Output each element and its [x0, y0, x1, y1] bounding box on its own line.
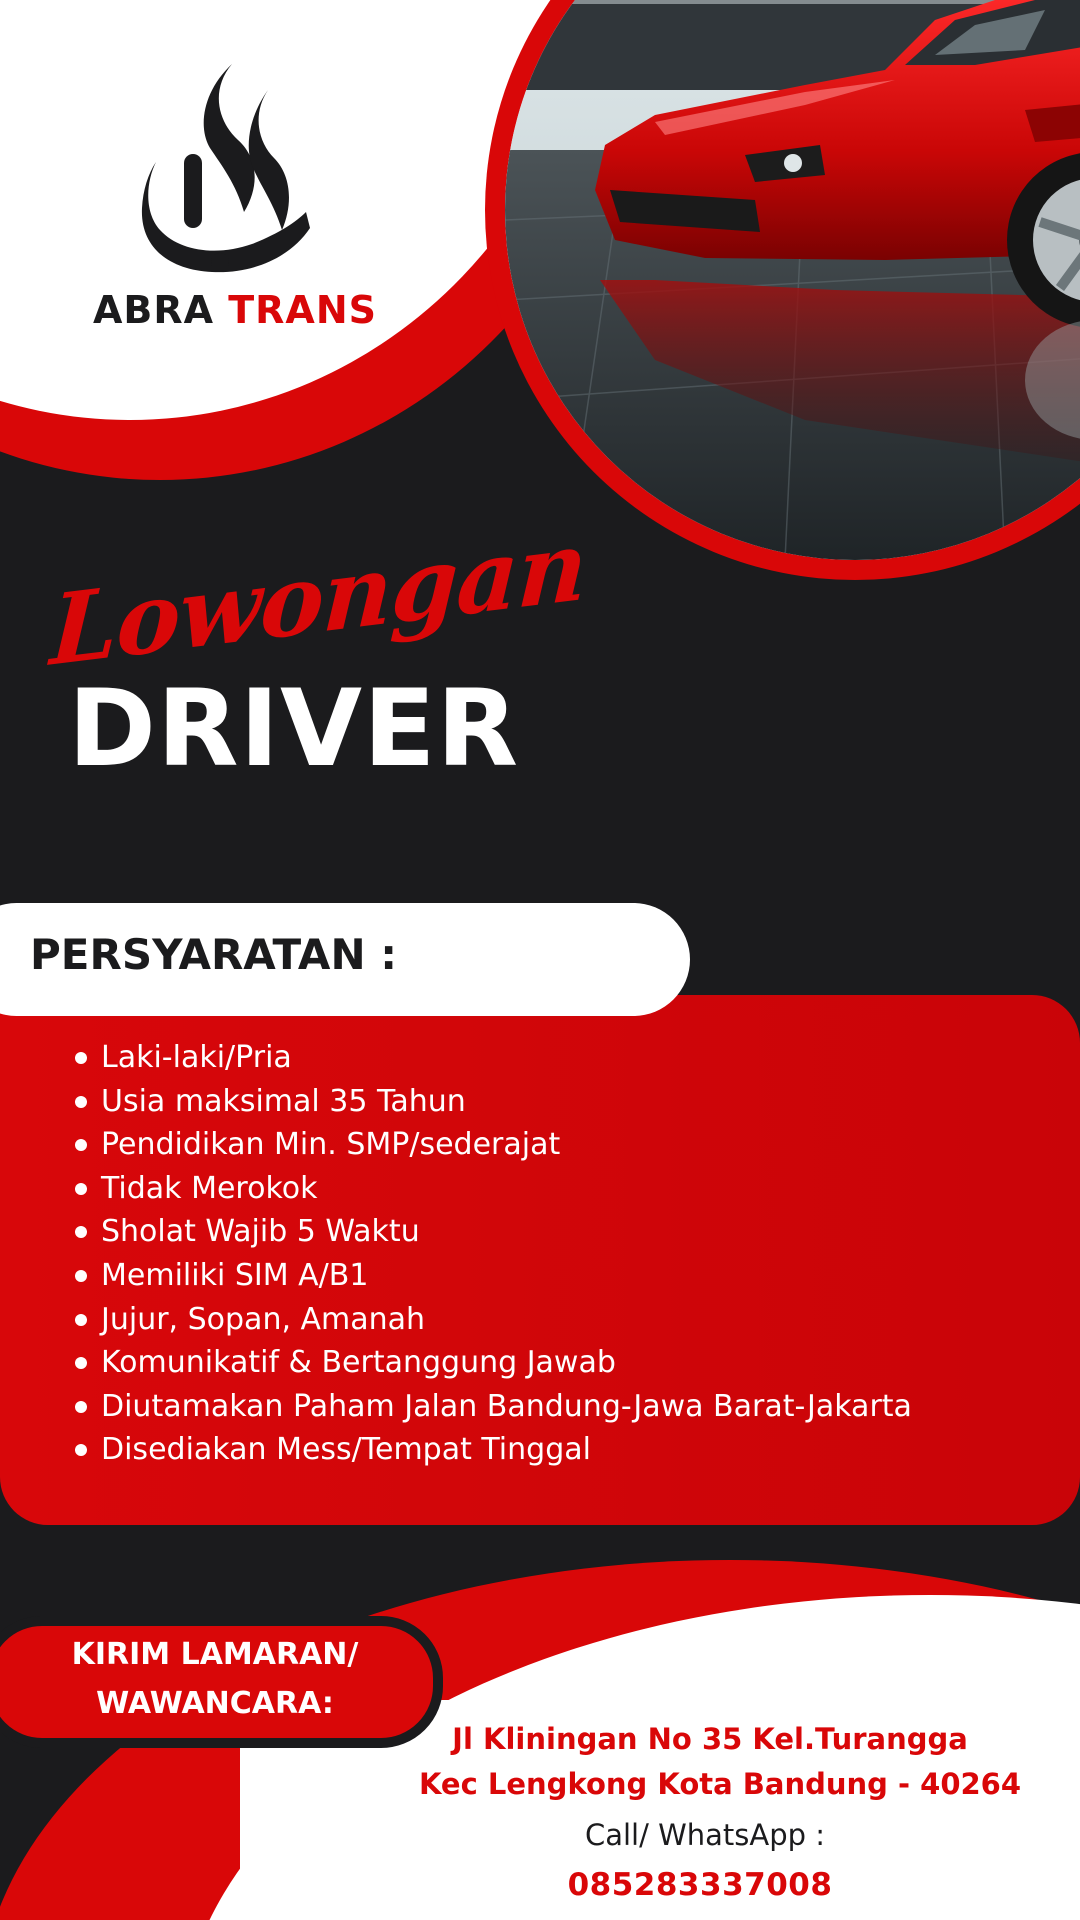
bullet-icon — [75, 1226, 87, 1238]
list-item-text: Jujur, Sopan, Amanah — [101, 1301, 426, 1337]
list-item-text: Laki-laki/Pria — [101, 1040, 292, 1075]
abra-calligraphy-logo-icon — [140, 62, 310, 277]
list-item-text: Pendidikan Min. SMP/sederajat — [101, 1127, 561, 1163]
list-item — [75, 1385, 912, 1429]
headline-main: DRIVER — [68, 667, 520, 790]
list-item — [75, 1167, 912, 1211]
call-label: Call/ WhatsApp : — [584, 1818, 826, 1852]
list-item-text: Disediakan Mess/Tempat Tinggal — [101, 1432, 591, 1468]
apply-label-line1: KIRIM LAMARAN/ — [71, 1637, 359, 1672]
list-item-text: Usia maksimal 35 Tahun — [101, 1083, 466, 1119]
address-line2: Kec Lengkong Kota Bandung - 40264 — [418, 1767, 1022, 1801]
requirements-heading: PERSYARATAN : — [30, 930, 398, 979]
bullet-icon — [75, 1139, 87, 1151]
list-item — [75, 1428, 912, 1472]
bullet-icon — [75, 1096, 87, 1108]
list-item — [75, 1123, 912, 1167]
sports-car-illustration — [505, 0, 1080, 560]
list-item — [75, 1080, 912, 1124]
list-item-text: Diutamakan Paham Jalan Bandung-Jawa Barat-Jakarta — [101, 1388, 912, 1424]
bullet-icon — [75, 1314, 87, 1326]
list-item — [75, 1036, 912, 1080]
list-item — [75, 1210, 912, 1254]
apply-label-line2: WAWANCARA: — [96, 1686, 334, 1721]
bullet-icon — [75, 1270, 87, 1282]
car-photo — [505, 0, 1080, 560]
headline-script: Lowongan — [48, 507, 590, 688]
list-item-text: Sholat Wajib 5 Waktu — [101, 1214, 420, 1250]
list-item-text: Komunikatif & Bertanggung Jawab — [101, 1345, 616, 1381]
address-line1: Jl Kliningan No 35 Kel.Turangga — [452, 1722, 968, 1756]
phone-number[interactable]: 085283337008 — [567, 1867, 833, 1903]
list-item-text: Tidak Merokok — [101, 1170, 318, 1206]
list-item — [75, 1254, 912, 1298]
brand-name-part1: ABRA — [92, 288, 215, 332]
list-item-text: Memiliki SIM A/B1 — [101, 1257, 369, 1293]
list-item — [75, 1341, 912, 1385]
bullet-icon — [75, 1444, 87, 1456]
list-item — [75, 1298, 912, 1342]
brand-name — [0, 288, 470, 332]
requirements-list — [75, 1036, 912, 1472]
bullet-icon — [75, 1183, 87, 1195]
bullet-icon — [75, 1401, 87, 1413]
brand-name-part2: TRANS — [228, 288, 378, 332]
bullet-icon — [75, 1052, 87, 1064]
bullet-icon — [75, 1357, 87, 1369]
